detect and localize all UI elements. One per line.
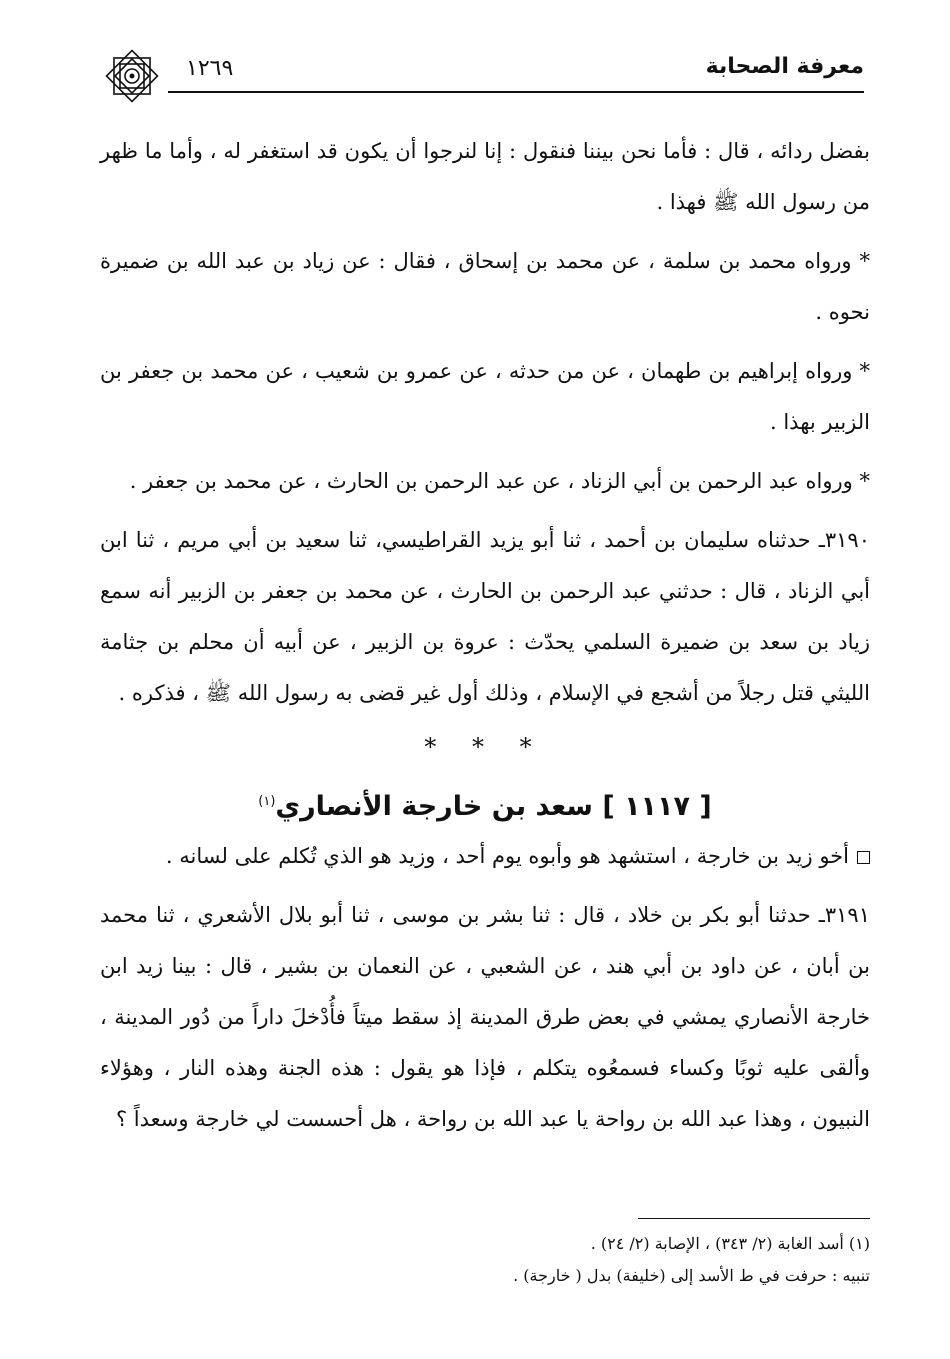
main-text [100,126,870,1145]
paragraph: ٣١٩١ـ حدثنا أبو بكر بن خلاد ، قال : ثنا بشر بن موسى ، ثنا أبو بلال الأشعري ، ثنا محمد بن أبان ، عن داود بن أبي هند ، عن الشعبي ، عن النعمان بن بشير ، قال : بينا زيد ابن خارجة الأنصاري يمشي في بعض طرق المدينة إذ سقط ميتاً فأُدْخلَ داراً من دُور المدينة ، وألقى عليه ثوبًا وكساء فسمعُوه يتكلم ، فإذا هو يقول : هذه الجنة وهذه النار ، وهؤلاء النبيون ، وهذا عبد الله بن رواحة يا عبد الله بن رواحة ، هل أحسست لي خارجة وسعداً ؟ [100,903,870,1131]
section-number: [ ١١١٧ ] [602,791,712,822]
paragraph: بفضل ردائه ، قال : فأما نحن بيننا فنقول : إنا لنرجوا أن يكون قد استغفر له ، وأما ما ظهر من رسول الله ﷺ فهذا . [100,139,870,214]
page-number: ١٢٦٩ [186,56,234,81]
paragraph: * ورواه عبد الرحمن بن أبي الزناد ، عن عبد الرحمن بن الحارث ، عن محمد بن جعفر . [129,469,870,493]
star-ornament-icon [100,44,164,108]
footnotes [100,1228,870,1292]
intro-line [100,831,870,882]
intro-text: أخو زيد بن خارجة ، استشهد هو وأبوه يوم أحد ، وزيد هو الذي تُكلم على لسانه . [165,844,849,868]
header-rule [168,91,864,93]
running-head [100,52,864,102]
section-title: سعد بن خارجة الأنصاري [275,791,593,822]
paragraph: * ورواه إبراهيم بن طهمان ، عن من حدثه ، عن عمرو بن شعيب ، عن محمد بن جعفر بن الزبير بهذا . [100,359,870,434]
square-bullet-icon [857,851,870,864]
footnote-mark: (١) [258,794,276,809]
book-title: معرفة الصحابة [705,54,864,79]
footnote-note: تنبيه : حرفت في ط الأسد إلى (خليفة) بدل ( خارجة) . [513,1266,870,1285]
section-separator: * * * [424,733,546,761]
paragraph: * ورواه محمد بن سلمة ، عن محمد بن إسحاق ، فقال : عن زياد بن عبد الله بن ضميرة نحوه . [100,249,870,324]
footnote: (١) أسد الغابة (٢/ ٣٤٣) ، الإصابة (٢/ ٢٤) . [590,1234,870,1253]
section-heading [100,773,870,831]
footnote-rule [638,1218,870,1219]
paragraph: ٣١٩٠ـ حدثناه سليمان بن أحمد ، ثنا أبو يزيد القراطيسي، ثنا سعيد بن أبي مريم ، ثنا ابن أبي الزناد ، قال : حدثني عبد الرحمن بن الحارث ، عن محمد بن جعفر بن الزبير أنه سمع زياد بن سعد بن ضميرة السلمي يحدّث : عروة بن الزبير ، عن أبيه أن محلم بن جثامة الليثي قتل رجلاً من أشجع في الإسلام ، وذلك أول غير قضى به رسول الله ﷺ ، فذكره . [100,528,870,705]
